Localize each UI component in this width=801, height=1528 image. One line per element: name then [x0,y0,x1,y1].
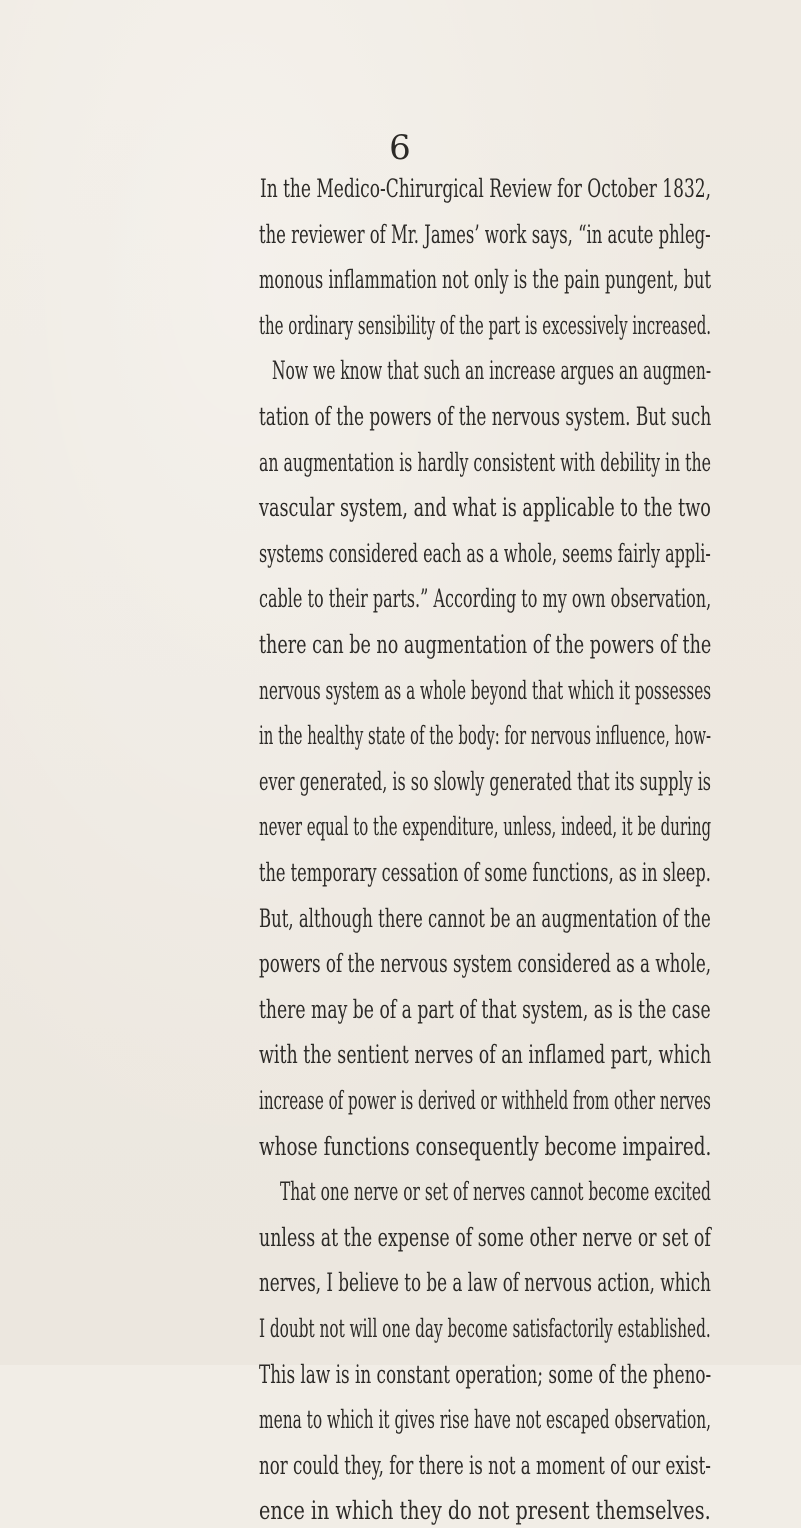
text-line: In the Medico-Chirurgical Review for October 1832, [260,174,712,204]
text-line: mena to which it gives rise have not escaped observation, [259,1405,712,1436]
text-line: the reviewer of Mr. James’ work says, “in acute phleg- [259,219,711,250]
text-line: there can be no augmentation of the powers of the [259,630,712,660]
text-line: nor could they, for there is not a moment of our exist- [259,1450,711,1481]
text-line: I doubt not will one day become satisfactorily established. [259,1314,711,1344]
text-line: with the sentient nerves of an inflamed part, which [259,1040,712,1071]
text-line: an augmentation is hardly consistent with debility in the [259,447,711,478]
text-line: the temporary cessation of some functions, as in sleep. [259,858,711,888]
text-line: vascular system, and what is applicable to the two [259,493,711,524]
text-line: unless at the expense of some other nerve or set of [259,1222,711,1253]
text-line: the ordinary sensibility of the part is excessively increased. [259,310,712,341]
text-line: whose functions consequently become impaired. [259,1131,712,1162]
text-line: never equal to the expenditure, unless, indeed, it be during [259,812,712,843]
text-line: there may be of a part of that system, as is the case [259,994,711,1025]
text-line: nerves, I believe to be a law of nervous action, which [259,1268,711,1299]
text-line: powers of the nervous system considered as a whole, [259,949,712,980]
text-line: ence in which they do not present themselves. [259,1496,711,1527]
text-line: cable to their parts.” According to my own observation, [259,584,712,615]
text-line: nervous system as a whole beyond that which it possesses [259,675,712,706]
text-line: systems considered each as a whole, seems fairly appli- [259,538,711,569]
page-number: 6 [389,128,412,168]
text-line: tation of the powers of the nervous system. But such [259,402,712,432]
text-line: That one nerve or set of nerves cannot become excited [280,1177,711,1208]
text-line: increase of power is derived or withheld from other nerves [259,1086,711,1116]
text-line: in the healthy state of the body: for nervous influence, how- [259,721,711,752]
text-line: Now we know that such an increase argues an augmen- [272,356,712,387]
text-line: monous inflammation not only is the pain pungent, but [259,265,711,296]
text-line: This law is in constant operation; some of the pheno- [259,1359,712,1390]
text-line: ever generated, is so slowly generated that its supply is [259,766,711,797]
text-line: But, although there cannot be an augmentation of the [259,903,711,934]
